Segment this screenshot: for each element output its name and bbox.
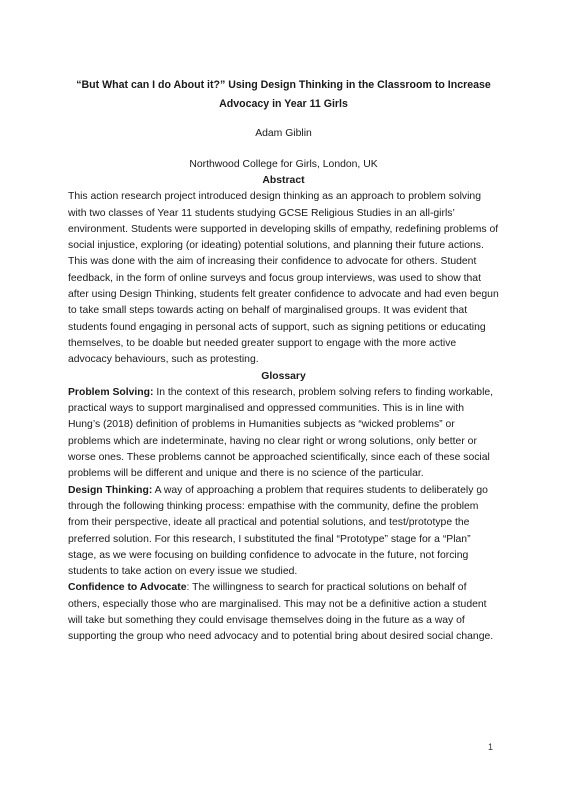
author-affiliation: Northwood College for Girls, London, UK bbox=[189, 159, 378, 170]
paper-title: “But What can I do About it?” Using Design Thinking in the Classroom to Increase Advocacy in Year 11 Girls bbox=[76, 79, 491, 110]
glossary-entry-problem-solving bbox=[68, 385, 499, 483]
glossary-term: Problem Solving: bbox=[68, 386, 154, 398]
glossary-definition: : The willingness to search for practical solutions on behalf of others, especially those who are marginalised. This may not be a definitive action a student will take but something they could envisage themselves doing in the future as a way of supporting the group who need advocacy and to potential bring about desired social change. bbox=[68, 582, 494, 643]
glossary-term: Design Thinking: bbox=[68, 484, 153, 496]
glossary-definition: In the context of this research, problem solving refers to finding workable, practical ways to support marginalised and oppressed communities. This is in line with Hung’s (2018) definition of problems in Humanities subjects as “wicked problems” or problems which are indeterminate, having no clear right or wrong solutions, only better or worse ones. These problems cannot be approached scientifically, since each of these social problems will be different and unique and there is no science of the particular. bbox=[68, 386, 494, 480]
glossary-entry-design-thinking bbox=[68, 483, 499, 581]
glossary-term: Confidence to Advocate bbox=[68, 582, 187, 594]
abstract-heading: Abstract bbox=[262, 175, 305, 186]
glossary-heading: Glossary bbox=[261, 370, 306, 382]
page-number: 1 bbox=[488, 742, 494, 752]
page-content bbox=[68, 76, 499, 646]
author-name: Adam Giblin bbox=[255, 128, 312, 139]
glossary-entry-confidence-to-advocate bbox=[68, 580, 499, 645]
glossary-definition: A way of approaching a problem that requires students to deliberately go through the following thinking process: empathise with the community, define the problem from their perspective, ideate all practical and potential solutions, and test/prototype the preferred solution. For this research, I substituted the final “Prototype” stage for a “Plan” stage, as we were focusing on building confidence to advocate in the future, not forcing students to take action on every issue we studied. bbox=[68, 484, 488, 578]
abstract-text: This action research project introduced design thinking as an approach to problem solving with two classes of Year 11 students studying GCSE Religious Studies in an all-girls’ environment. Students were supported in developing skills of empathy, redefining problems of social injustice, exploring (or ideating) potential solutions, and planning their future actions. This was done with the aim of increasing their confidence to advocate for others. Student feedback, in the form of online surveys and focus group interviews, was used to show that after using Design Thinking, students felt greater confidence to advocate and had even begun to take small steps towards acting on behalf of marginalised groups. It was evident that students found engaging in personal acts of support, such as signing petitions or educating themselves, to be doable but needed greater support to engage with the more active advocacy behaviours, such as protesting. bbox=[68, 191, 499, 366]
